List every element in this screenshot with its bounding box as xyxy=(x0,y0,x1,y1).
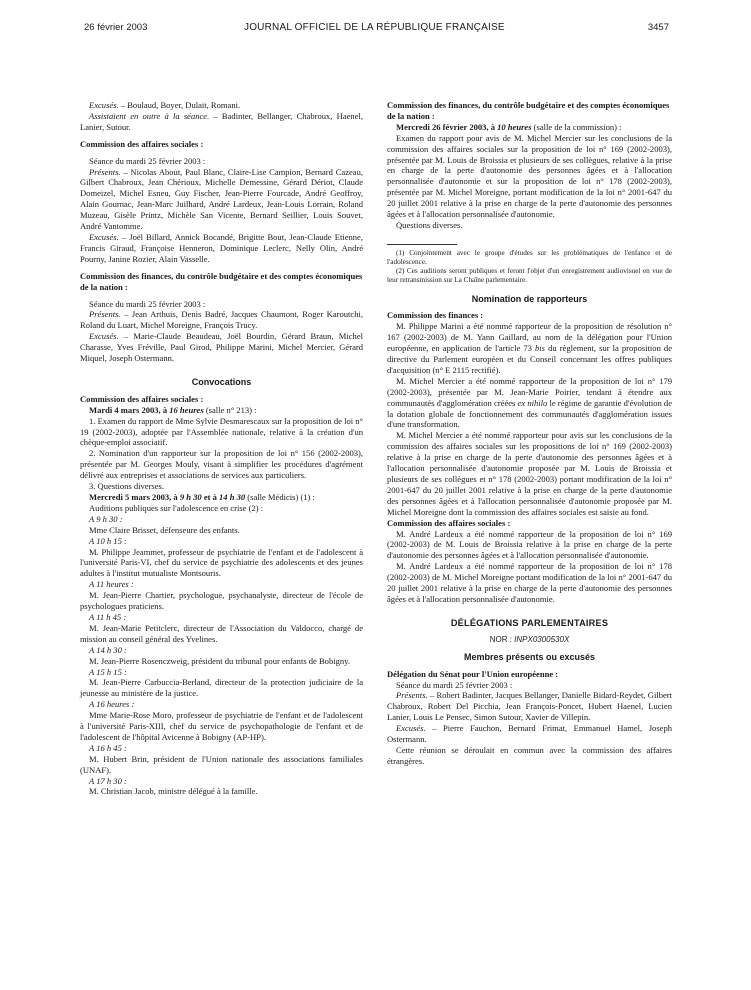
seance-delegation: Séance du mardi 25 février 2003 : xyxy=(396,679,513,690)
header-page-number: 3457 xyxy=(647,22,669,33)
session-time: 14 h 30 xyxy=(219,492,246,502)
excuses-label: Excusés. xyxy=(89,331,119,342)
time-label: A 16 heures : xyxy=(89,699,135,710)
time-label: A 17 h 30 : xyxy=(89,775,127,786)
session-room: (salle Médicis) (1) : xyxy=(245,492,315,502)
time-slot xyxy=(80,667,363,678)
nor-line xyxy=(387,635,672,646)
nom-commission-finances: Commission des finances : xyxy=(387,310,484,321)
excuses-label: Excusés. xyxy=(89,100,119,110)
session-sep: à xyxy=(488,121,498,132)
session-date: Mardi 4 mars 2003, xyxy=(89,404,161,415)
convocations-heading: Convocations xyxy=(191,376,252,387)
speaker: M. Jean-Marie Petitclerc, directeur de l'Association du Valdocco, chargé de mission au conseil général des Yvelines. xyxy=(80,622,363,644)
nomination-heading: Nomination de rapporteurs xyxy=(471,293,588,304)
time-slot xyxy=(80,743,363,754)
left-column xyxy=(80,100,363,797)
excuses-delegation: – Pierre Fauchon, Bernard Frimat, Emmanuel Hamel, Joseph Ostermann. xyxy=(387,723,672,745)
conclusion-paragraph: Cette réunion se déroulait en commun avec la commission des affaires étrangères. xyxy=(387,744,672,766)
speaker: M. Jean-Pierre Rosenczweig, président du tribunal pour enfants de Bobigny. xyxy=(89,655,351,666)
nomination-italic: ex nihilo xyxy=(517,397,548,408)
presents-sociales-paragraph xyxy=(80,167,363,232)
questions-diverses: Questions diverses. xyxy=(396,219,463,230)
nomination-5: M. André Lardeux a été nommé rapporteur de la proposition de loi n° 178 (2002-2003) de M. Michel Moreigne portant modification de la loi n° 2001-647 du 20 juillet 2001 relative à la prise en charge de la perte d'autonomie des personnes âgées et à l'allocation personnalisée d'autonomie. xyxy=(387,561,672,604)
speaker: M. Christian Jacob, ministre délégué à la famille. xyxy=(89,786,258,797)
footnote-1: (1) Conjointement avec le groupe d'études sur les problématiques de l'enfance et de l'adolescence. xyxy=(387,248,672,266)
commission-sociales-heading: Commission des affaires sociales : xyxy=(80,138,204,149)
nomination-2 xyxy=(387,376,672,431)
conv-commission-heading: Commission des affaires sociales : xyxy=(80,393,204,404)
nor-label: NOR : xyxy=(489,634,515,644)
nom-commission-sociales: Commission des affaires sociales : xyxy=(387,517,511,528)
excuses-finances-paragraph xyxy=(80,331,363,364)
speaker: Mme Claire Brisset, défenseure des enfants. xyxy=(89,524,240,535)
time-label: A 11 h 45 : xyxy=(89,611,127,622)
nomination-text: M. Philippe Marini a été nommé rapporteur de la proposition de résolution n° 167 (2002-2003) de M. Yann Gaillard, au nom de la délégation pour l'Union européenne, en application de l'article 73 xyxy=(387,321,672,354)
footnote-rule xyxy=(387,244,457,245)
session-time: 10 heures xyxy=(497,121,532,132)
assistaient-text: – Badinter, Bellanger, Chabroux, Haenel, Lanier, Sutour. xyxy=(80,110,363,132)
excuses-label: Excusés. xyxy=(89,231,119,242)
auditions-heading: Auditions publiques sur l'adolescence en crise (2) : xyxy=(89,502,264,513)
right-column xyxy=(387,100,672,767)
presents-delegation-paragraph xyxy=(387,690,672,723)
time-label: A 15 h 15 : xyxy=(89,666,127,677)
time-slot xyxy=(80,579,363,590)
assistaient-paragraph xyxy=(80,111,363,133)
session-mercredi-26 xyxy=(387,122,672,133)
presents-label: Présents. xyxy=(89,166,121,177)
nomination-text: M. Michel Mercier a été nommé rapporteur de la proposition de loi n° 179 (2002-2003), présentée par M. Jean-Marie Poirier, tendant à étendre aux communautés d'agglomération créées xyxy=(387,375,672,408)
session-sep: et à xyxy=(201,492,220,502)
page-header xyxy=(0,22,751,36)
speaker: Mme Marie-Rose Moro, professeur de psychiatrie de l'enfant et de l'adolescent à l'université Paris-XIII, chef du service de psychopathologie de l'enfant et de l'adolescent de l'hôpital Avicenne à Bobigny (AP-HP). xyxy=(80,710,363,742)
nomination-1 xyxy=(387,321,672,376)
agenda-item-2: 2. Nomination d'un rapporteur sur la proposition de loi n° 156 (2002-2003), présentée par M. Georges Mouly, visant à simplifier les procédures d'agrément délivré aux entreprises et associations de services aux particuliers. xyxy=(80,448,363,481)
time-slot xyxy=(80,612,363,623)
session-time: 9 h 30 xyxy=(179,492,202,502)
examen-paragraph: Examen du rapport pour avis de M. Michel Mercier sur les conclusions de la commission des affaires sociales sur la proposition de loi n° 169 (2002-2003), présentée par M. Louis de Broissia et plusieurs de ses collègues, relative à la prise en charge de la perte d'autonomie des personnes âgées et à l'allocation personnalisée d'autonomie et sur la proposition de loi n° 178 (2002-2003), présentée par M. Michel Moreigne, portant modification de la loi n° 2001-647 du 20 juillet 2001 relative à la prise en charge de la perte d'autonomie des personnes âgées et à l'allocation personnalisée d'autonomie. xyxy=(387,132,672,220)
session-mardi-4 xyxy=(80,405,363,416)
speaker: M. Philippe Jeammet, professeur de psychiatrie de l'enfant et de l'adolescent à l'université Paris-VI, chef du service de psychiatrie des adolescents et des jeunes adultes à l'institut mutualiste Montsouris. xyxy=(80,546,363,579)
presents-sociales: – Nicolas About, Paul Blanc, Claire-Lise Campion, Bernard Cazeau, Gilbert Chabroux, Jean Chérioux, Michelle Demessine, Gérard Dériot, Claude Domeizel, Michel Esneu, Guy Fischer, Jean-Pierre Fourcade, André Geoffroy, Alain Gournac, Jean-Marc Juilhard, André Lardeux, Jean-Louis Lorrain, Roland Muzeau, Gisèle Printz, Michèle San Vicente, Bernard Seillier, Louis Souvet, André Vantomme. xyxy=(80,166,363,232)
presents-label: Présents. xyxy=(396,690,428,701)
presents-label: Présents. xyxy=(89,309,121,320)
time-label: A 10 h 15 : xyxy=(89,535,127,546)
time-slot xyxy=(80,536,363,547)
excuses-delegation-paragraph xyxy=(387,723,672,745)
seance-finances: Séance du mardi 25 février 2003 : xyxy=(89,298,206,309)
time-slot xyxy=(80,514,363,525)
footnote-2: (2) Ces auditions seront publiques et feront l'objet d'un enregistrement audiovisuel en vue de leur retransmission sur La Chaîne parlementaire. xyxy=(387,266,672,284)
commission-finances-heading: Commission des finances, du contrôle budgétaire et des comptes économiques de la nation : xyxy=(80,270,363,292)
time-slot xyxy=(80,699,363,710)
presents-finances: – Jean Arthuis, Denis Badré, Jacques Chaumont, Roger Karoutchi, Roland du Luart, Michel Moreigne, François Trucy. xyxy=(80,309,363,331)
delegation-heading: Délégation du Sénat pour l'Union européenne : xyxy=(387,668,559,679)
time-slot xyxy=(80,645,363,656)
time-label: A 11 heures : xyxy=(89,579,134,590)
commission-finances-heading: Commission des finances, du contrôle budgétaire et des comptes économiques de la nation : xyxy=(387,100,670,121)
assistaient-label: Assistaient en outre à la séance. xyxy=(89,110,210,121)
presents-finances-paragraph xyxy=(80,309,363,331)
speaker: M. Hubert Brin, président de l'Union nationale des associations familiales (UNAF). xyxy=(80,753,363,775)
header-date: 26 février 2003 xyxy=(84,22,148,33)
excuses-sociales: – Joël Billard, Annick Bocandé, Brigitte Bout, Jean-Claude Etienne, Francis Giraud, Françoise Henneron, Dominique Leclerc, Nelly Olin, André Pourny, Janine Rozier, Alain Vasselle. xyxy=(80,231,363,264)
time-label: A 14 h 30 : xyxy=(89,644,127,655)
membres-heading: Membres présents ou excusés xyxy=(463,651,596,662)
excuses-sociales-paragraph xyxy=(80,232,363,265)
excuses-finances: – Marie-Claude Beaudeau, Joël Bourdin, Gérard Braun, Michel Charasse, Yves Fréville, Paul Girod, Philippe Marini, Michel Mercier, Gérard Miquel, Joseph Ostermann. xyxy=(80,331,363,364)
nomination-text: du règlement, sur la proposition de directive du Parlement européen et du Conseil concernant les offres publiques d'acquisition (n° E 2115 rectifié). xyxy=(387,343,673,375)
agenda-item-3: 3. Questions diverses. xyxy=(89,481,165,492)
time-label: A 9 h 30 : xyxy=(89,513,123,524)
session-room: (salle de la commission) : xyxy=(531,121,622,132)
nomination-4: M. André Lardeux a été nommé rapporteur de la proposition de loi n° 169 (2002-2003) de M. Louis de Broissia relative à la prise en charge de la perte d'autonomie des personnes âgées et à l'allocation personnalisée d'autonomie. xyxy=(387,528,672,561)
delegations-heading: DÉLÉGATIONS PARLEMENTAIRES xyxy=(450,617,609,628)
agenda-item-1: 1. Examen du rapport de Mme Sylvie Desmarescaux sur la proposition de loi n° 19 (2002-2003), adoptée par l'Assemblée nationale, relative à la création d'un chèque-emploi associatif. xyxy=(80,415,363,448)
excuses-paragraph xyxy=(80,100,363,111)
time-slot xyxy=(80,776,363,787)
session-sep: à xyxy=(171,492,180,502)
speaker: M. Jean-Pierre Chartier, psychologue, psychanalyste, directeur de l'école de psychologues praticiens. xyxy=(80,590,363,612)
excuses-label: Excusés. xyxy=(396,723,426,734)
speaker: M. Jean-Pierre Carbuccia-Berland, directeur de la protection judiciaire de la jeunesse au ministère de la justice. xyxy=(80,677,363,699)
nomination-text: le régime de garantie d'évolution de la dotation globale de fonctionnement des communautés d'agglomération issues d'une transformation. xyxy=(387,397,672,430)
session-mercredi-5 xyxy=(80,492,363,503)
time-label: A 16 h 45 : xyxy=(89,742,127,753)
session-date: Mercredi 26 février 2003, xyxy=(396,121,489,132)
session-room: (salle n° 213) : xyxy=(203,404,257,415)
header-title: JOURNAL OFFICIEL DE LA RÉPUBLIQUE FRANÇAISE xyxy=(244,22,505,33)
nomination-italic: bis xyxy=(535,343,545,354)
nor-value: INPX0300530X xyxy=(514,634,570,644)
session-date: Mercredi 5 mars 2003, xyxy=(89,492,172,502)
presents-delegation: – Robert Badinter, Jacques Bellanger, Danielle Bidard-Reydet, Gilbert Chabroux, Robert Del Picchia, Jean François-Poncet, Hubert Haenel, Lucien Lanier, Louis Le Pensec, Simon Sutour, Xavier de Villepin. xyxy=(387,690,672,723)
excuses-text: – Boulaud, Boyer, Dulait, Romani. xyxy=(118,100,241,110)
nomination-3: M. Michel Mercier a été nommé rapporteur pour avis sur les conclusions de la commission des affaires sociales sur les propositions de loi n° 169 (2002-2003) relative à la prise en charge de la perte d'autonomie des personnes âgées et à l'allocation personnalisée d'autonomie proposée par M. Louis de Broissia et plusieurs de ses collègues et n° 178 (2002-2003) portant modification de la loi n° 2001-647 du 20 juillet 2001 relative à la prise en charge de la perte d'autonomie des personnes âgées et à l'allocation personnalisée d'autonomie proposée par M. Michel Moreigne dont la commission des affaires sociales est saisie au fond. xyxy=(387,430,672,517)
session-time: 16 heures xyxy=(169,404,204,415)
seance-sociales: Séance du mardi 25 février 2003 : xyxy=(89,155,206,166)
session-sep: à xyxy=(160,404,170,415)
